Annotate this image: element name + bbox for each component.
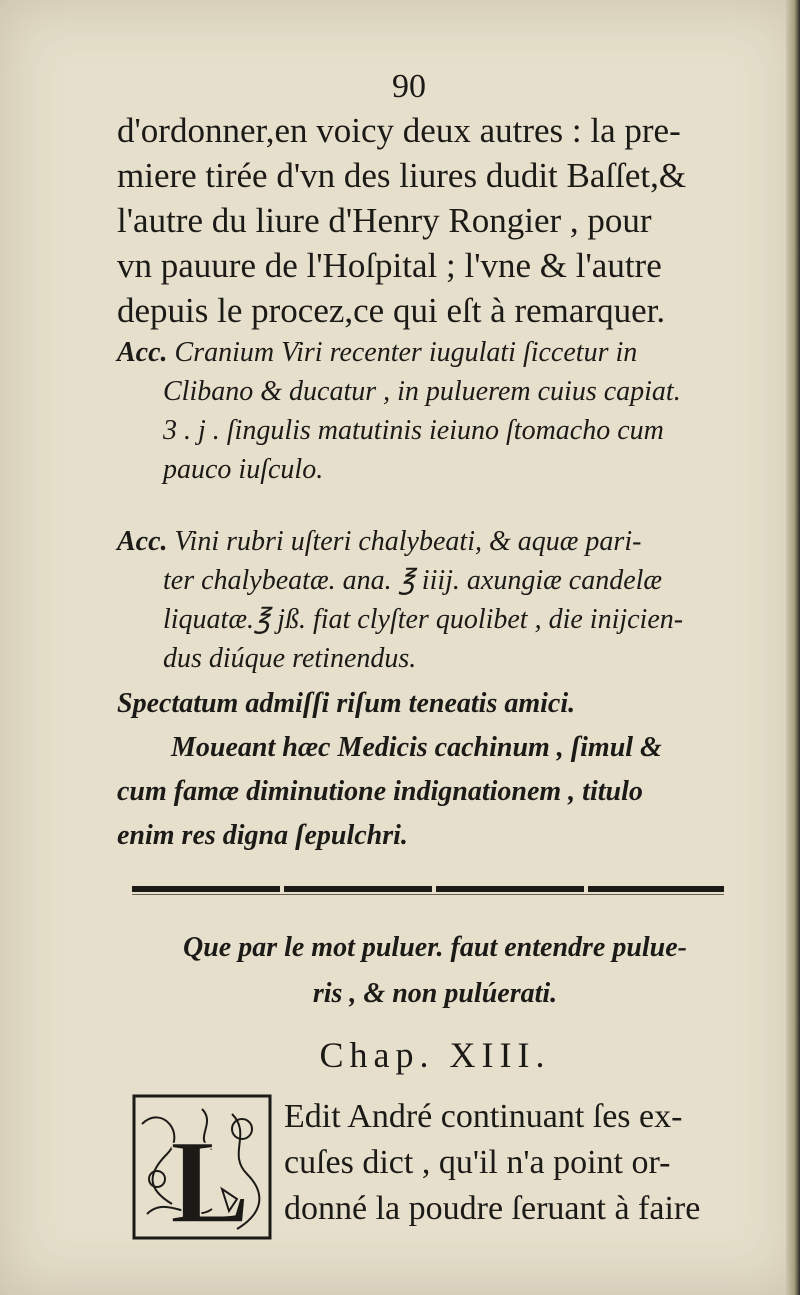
drop-cap-letter: L (170, 1115, 251, 1240)
text-line: enim res digna ſepulchri. (117, 820, 408, 851)
text-line: ris , & non pulúerati. (312, 978, 558, 1009)
text-line: Edit André continuant ſes ex- (284, 1098, 683, 1135)
text-line: miere tirée d'vn des liures dudit Baſſet,& (117, 156, 687, 195)
text-line: cuſes dict , qu'il n'a point or- (284, 1144, 671, 1181)
recipe-first (117, 333, 727, 489)
recipe-second (117, 522, 727, 678)
body-paragraph (117, 108, 727, 333)
text-line: l'autre du liure d'Henry Rongier , pour (117, 201, 652, 240)
text-line: liquatæ.℥ jß. fiat clyſter quolibet , die inijcien- (163, 604, 684, 635)
recipe-lead: Acc. (117, 337, 168, 368)
page-number: 90 (392, 68, 426, 105)
recipe-lead: Acc. (117, 526, 168, 557)
text-line: Spectatum admiſſi riſum teneatis amici. (117, 688, 576, 719)
text-line: Moueant hæc Medicis cachinum , ſimul & (171, 732, 662, 763)
text-line: pauco iuſculo. (163, 454, 324, 485)
text-line: cum famæ diminutione indignationem , titulo (117, 776, 643, 807)
chapter-title: Chap. XIII. (319, 1035, 551, 1075)
latin-note (117, 682, 727, 858)
text-line: ter chalybeatæ. ana. ℥ iiij. axungiæ candelæ (163, 565, 663, 596)
text-line: 3 . j . ſingulis matutinis ieiuno ſtomacho cum (163, 415, 664, 446)
chapter-opening (284, 1094, 734, 1232)
text-line: vn pauure de l'Hoſpital ; l'vne & l'autre (117, 246, 662, 285)
text-line: d'ordonner,en voicy deux autres : la pre- (117, 111, 681, 150)
text-line: donné la poudre ſeruant à faire (284, 1190, 701, 1227)
text-line: depuis le procez,ce qui eſt à remarquer. (117, 291, 666, 330)
text-line: Cranium Viri recenter iugulati ſiccetur in (174, 337, 638, 368)
section-divider-thin (132, 894, 724, 895)
chapter-summary (140, 925, 730, 1017)
text-line: dus diúque retinendus. (163, 643, 417, 674)
ornamental-drop-cap (132, 1094, 272, 1240)
page-edge (786, 0, 800, 1295)
text-line: Clibano & ducatur , in puluerem cuius capiat. (163, 376, 681, 407)
text-line: Que par le mot puluer. faut entendre pulue- (182, 932, 688, 963)
section-divider (132, 886, 724, 892)
text-line: Vini rubri uſteri chalybeati, & aquæ pari- (174, 526, 642, 557)
